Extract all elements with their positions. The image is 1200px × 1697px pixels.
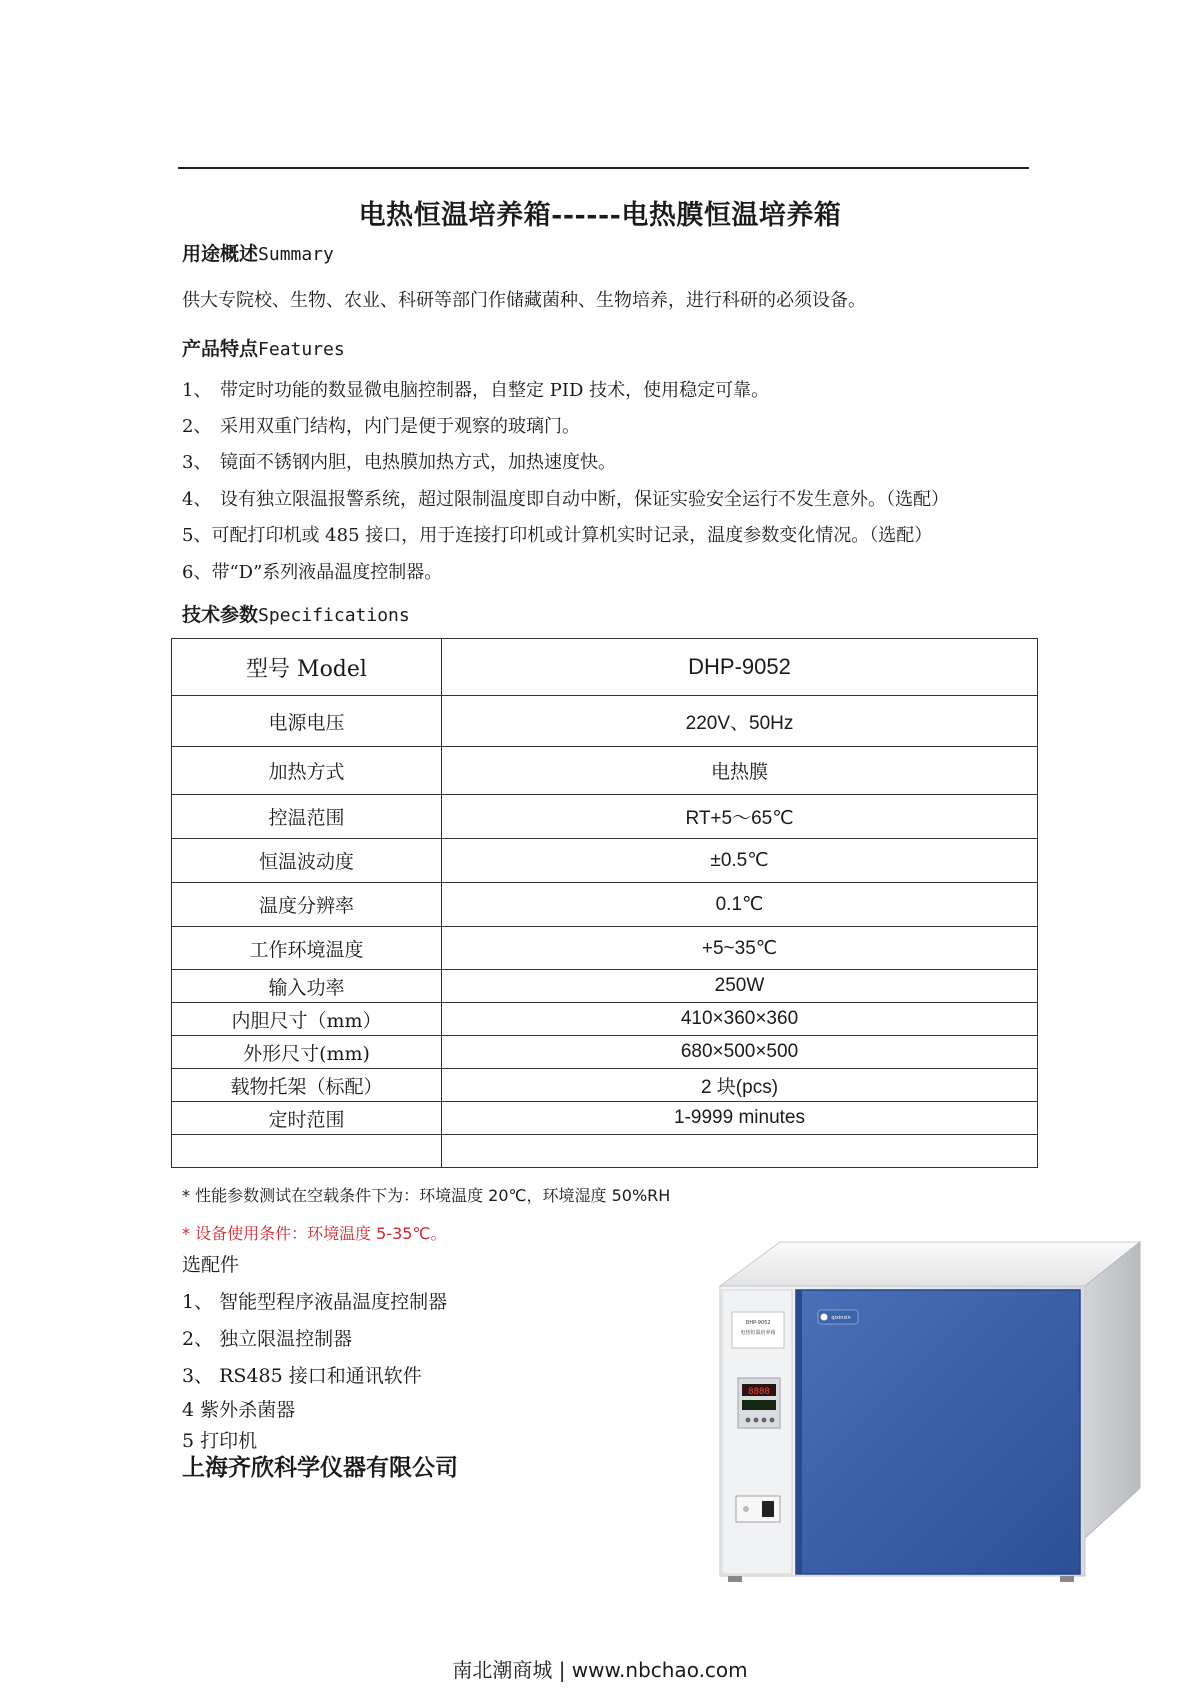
feature-text: 带定时功能的数显微电脑控制器，自整定 PID 技术，使用稳定可靠。 [220,380,770,401]
document-title: 电热恒温培养箱------电热膜恒温培养箱 [358,200,842,231]
spec-value: 电热膜 [442,747,1038,795]
option-item: 2、 独立限温控制器 [182,1328,353,1350]
feature-item [182,412,580,438]
spec-label: 恒温波动度 [172,839,442,883]
spec-row [172,696,1038,747]
spec-row [172,1003,1038,1036]
feature-number: 3、 [182,452,212,473]
option-item: 1、 智能型程序液晶温度控制器 [182,1291,448,1313]
option-item: 3、 RS485 接口和通讯软件 [182,1365,422,1387]
option-item: 5 打印机 [182,1430,258,1452]
usage-condition-note: * 设备使用条件：环境温度 5-35℃。 [182,1224,447,1243]
spec-row [172,839,1038,883]
spec-row [172,1069,1038,1102]
spec-value: 410×360×360 [442,1003,1038,1036]
incubator-door [796,1290,1080,1574]
spec-row [172,747,1038,795]
spec-value: 2 块(pcs) [442,1069,1038,1102]
spec-row [172,1036,1038,1069]
controller-button [746,1418,751,1423]
spec-table [171,638,1038,1168]
door-hinge-edge [796,1290,802,1574]
specs-heading [182,600,410,627]
power-switch [762,1501,774,1517]
features-heading-cn: 产品特点 [182,338,259,360]
spec-value: +5~35℃ [442,927,1038,970]
feature-text: 采用双重门结构，内门是便于观察的玻璃门。 [220,416,580,437]
spec-row [172,795,1038,839]
controller-display-value: 8888 [748,1387,770,1397]
feature-number: 2、 [182,416,212,437]
spec-value: 250W [442,970,1038,1003]
spec-label [172,1135,442,1168]
feature-item [182,485,949,511]
header-rule [178,167,1029,169]
controller-display-bottom [742,1400,776,1410]
label-plate-name: 电热恒温培养箱 [740,1330,776,1336]
spec-label: 加热方式 [172,747,442,795]
spec-value: 680×500×500 [442,1036,1038,1069]
spec-header-label: 型号 Model [172,639,442,696]
cabinet-foot [1060,1576,1074,1582]
cabinet-side [1085,1242,1140,1538]
option-item: 4 紫外杀菌器 [182,1399,296,1421]
spec-label: 定时范围 [172,1102,442,1135]
features-heading [182,334,345,361]
spec-row [172,970,1038,1003]
spec-label: 温度分辨率 [172,883,442,927]
spec-label: 工作环境温度 [172,927,442,970]
cabinet-top [720,1242,1140,1286]
spec-value: RT+5～65℃ [442,795,1038,839]
feature-item [182,448,616,474]
specs-heading-en: Specifications [258,605,410,626]
spec-value: 1-9999 minutes [442,1102,1038,1135]
company-name: 上海齐欣科学仪器有限公司 [182,1454,458,1481]
options-heading: 选配件 [182,1254,240,1276]
feature-text: 镜面不锈钢内胆，电热膜加热方式，加热速度快。 [220,452,616,473]
spec-value [442,1135,1038,1168]
summary-heading-cn: 用途概述 [182,243,259,265]
features-heading-en: Features [258,339,345,360]
spec-row-empty [172,1135,1038,1168]
test-condition-note: * 性能参数测试在空载条件下为：环境温度 20℃，环境湿度 50%RH [182,1186,671,1205]
indicator-light [743,1506,749,1512]
spec-label: 电源电压 [172,696,442,747]
spec-label: 输入功率 [172,970,442,1003]
summary-heading [182,239,334,266]
spec-label: 控温范围 [172,795,442,839]
spec-header-value: DHP-9052 [442,639,1038,696]
spec-row [172,1102,1038,1135]
feature-item [182,558,442,584]
label-plate-model: DHP-9052 [745,1320,771,1326]
feature-item [182,521,932,547]
feature-item [182,376,769,402]
spec-header-row [172,639,1038,696]
incubator-product-image [700,1238,1160,1598]
spec-row [172,927,1038,970]
controller-button [754,1418,759,1423]
spec-label: 外形尺寸(mm) [172,1036,442,1069]
brand-badge-text: qixinsin [831,1315,851,1321]
specs-heading-cn: 技术参数 [182,604,259,626]
spec-value: ±0.5℃ [442,839,1038,883]
feature-text: 设有独立限温报警系统，超过限制温度即自动中断，保证实验安全运行不发生意外。（选配） [220,489,949,510]
feature-number: 1、 [182,380,212,401]
feature-text: 6、带“D”系列液晶温度控制器。 [182,562,443,583]
spec-row [172,883,1038,927]
summary-heading-en: Summary [258,244,334,265]
feature-text: 5、可配打印机或 485 接口，用于连接打印机或计算机实时记录，温度参数变化情况。（选配） [182,525,933,546]
spec-label: 内胆尺寸（mm） [172,1003,442,1036]
controller-button [770,1418,775,1423]
spec-value: 0.1℃ [442,883,1038,927]
summary-text: 供大专院校、生物、农业、科研等部门作储藏菌种、生物培养，进行科研的必须设备。 [182,290,866,311]
brand-logo-icon [821,1314,828,1321]
spec-label: 载物托架（标配） [172,1069,442,1102]
controller-button [762,1418,767,1423]
page-footer: 南北潮商城 | www.nbchao.com [452,1658,748,1682]
spec-value: 220V、50Hz [442,696,1038,747]
cabinet-foot [728,1576,742,1582]
feature-number: 4、 [182,489,212,510]
